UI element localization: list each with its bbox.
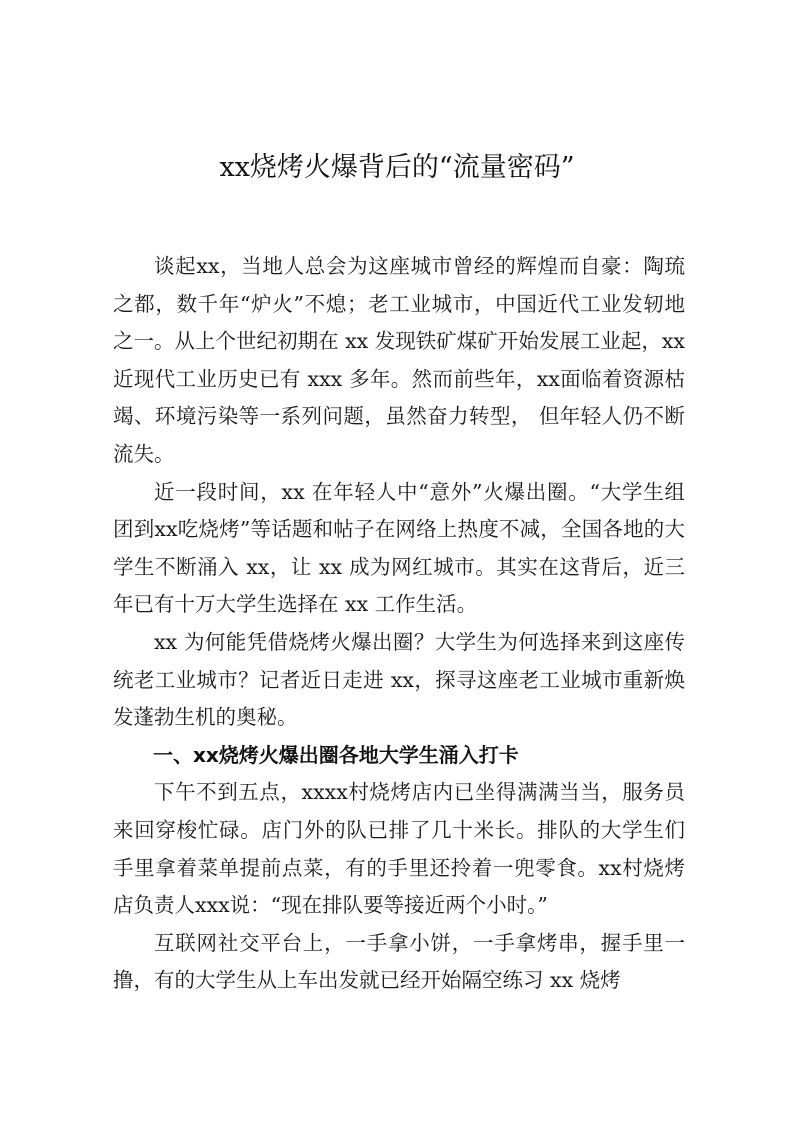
paragraph-intro: 谈起xx，当地人总会为这座城市曾经的辉煌而自豪：陶琉之都，数千年“炉火”不熄；老工业城市，中国近代工业发轫地之一。从上个世纪初期在 xx 发现铁矿煤矿开始发展工业起，xx近现代工业历史已有 xxx 多年。然而前些年，xx面临着资源枯竭、环境污染等一系列问题，虽然奋力转型， 但年轻人仍不断流失。 — [113, 254, 685, 466]
document-title: xx烧烤火爆背后的“流量密码” — [219, 152, 575, 183]
paragraph-viral: 近一段时间，xx 在年轻人中“意外”火爆出圈。“大学生组团到xx吃烧烤”等话题和帖子在网络上热度不减，全国各地的大学生不断涌入 xx，让 xx 成为网红城市。其实在这背后，近三年已有十万大学生选择在 xx 工作生活。 — [113, 479, 685, 617]
paragraph-queue: 下午不到五点，xxxx村烧烤店内已坐得满满当当，服务员来回穿梭忙碌。店门外的队已排了几十米长。排队的大学生们手里拿着菜单提前点菜，有的手里还拎着一兜零食。xx村烧烤店负责人xxx说：“现在排队要等接近两个小时。” — [113, 780, 685, 918]
section-heading: 一、xx烧烤火爆出圈各地大学生涌入打卡 — [153, 742, 519, 767]
paragraph-questions: xx 为何能凭借烧烤火爆出圈？大学生为何选择来到这座传统老工业城市？记者近日走进 xx，探寻这座老工业城市重新焕发蓬勃生机的奥秘。 — [113, 629, 685, 730]
paragraph-social: 互联网社交平台上，一手拿小饼，一手拿烤串，握手里一撸，有的大学生从上车出发就已经开始隔空练习 xx 烧烤 — [113, 930, 685, 993]
document-body — [113, 248, 685, 1000]
